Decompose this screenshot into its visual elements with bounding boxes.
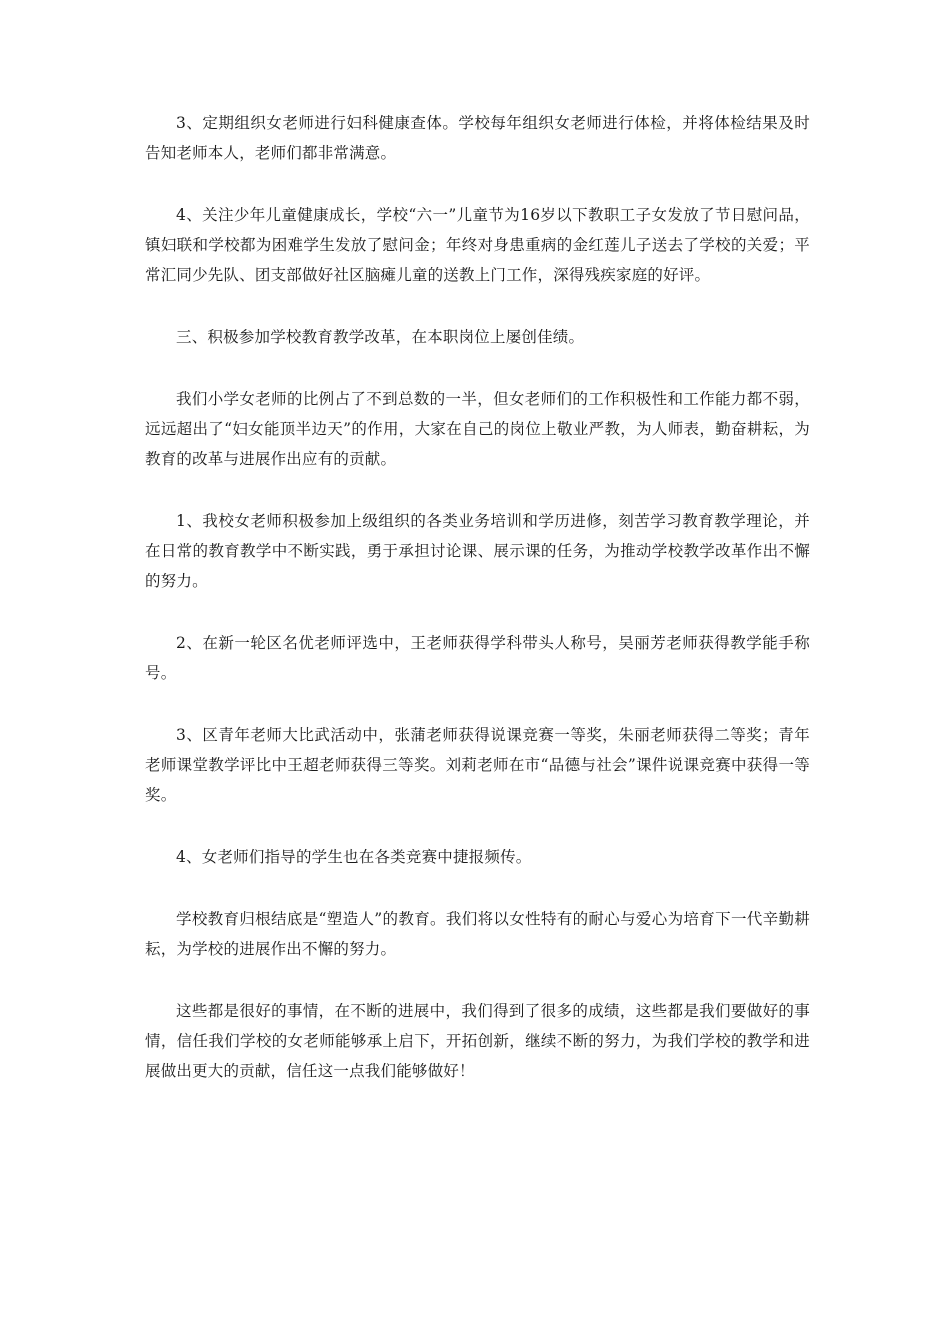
paragraph-item-4-children: 4、关注少年儿童健康成长，学校“六一”儿童节为16岁以下教职工子女发放了节日慰问品，镇妇联和学校都为困难学生发放了慰问金；年终对身患重病的金红莲儿子送去了学校的关爱；平常汇同少先队、团支部做好社区脑瘫儿童的送教上门工作，深得残疾家庭的好评。 bbox=[145, 206, 810, 284]
paragraph-item-4-students: 4、女老师们指导的学生也在各类竞赛中捷报频传。 bbox=[176, 848, 532, 866]
paragraph-conclusion: 这些都是很好的事情，在不断的进展中，我们得到了很多的成绩，这些都是我们要做好的事情，信任我们学校的女老师能够承上启下，开拓创新，继续不断的努力，为我们学校的教学和进展做出更大的贡献，信任这一点我们能够做好！ bbox=[145, 1002, 810, 1080]
paragraph-item-1-training: 1、我校女老师积极参加上级组织的各类业务培训和学历进修，刻苦学习教育教学理论，并在日常的教育教学中不断实践，勇于承担讨论课、展示课的任务，为推动学校教学改革作出不懈的努力。 bbox=[145, 512, 810, 590]
paragraph-item-3-competition: 3、区青年老师大比武活动中，张蒲老师获得说课竞赛一等奖，朱丽老师获得二等奖；青年老师课堂教学评比中王超老师获得三等奖。刘莉老师在市“品德与社会”课件说课竞赛中获得一等奖。 bbox=[145, 726, 810, 804]
document-body bbox=[145, 108, 810, 1118]
paragraph-education-summary: 学校教育归根结底是“塑造人”的教育。我们将以女性特有的耐心与爱心为培育下一代辛勤耕耘，为学校的进展作出不懈的努力。 bbox=[145, 910, 810, 958]
paragraph-item-3-checkup: 3、定期组织女老师进行妇科健康查体。学校每年组织女老师进行体检，并将体检结果及时告知老师本人，老师们都非常满意。 bbox=[145, 114, 810, 162]
paragraph-item-2-awards: 2、在新一轮区名优老师评选中，王老师获得学科带头人称号，吴丽芳老师获得教学能手称号。 bbox=[145, 634, 810, 682]
section-heading-three: 三、积极参加学校教育教学改革，在本职岗位上屡创佳绩。 bbox=[176, 328, 585, 346]
paragraph-intro-female-teachers: 我们小学女老师的比例占了不到总数的一半，但女老师们的工作积极性和工作能力都不弱，远远超出了“妇女能顶半边天”的作用，大家在自己的岗位上敬业严教，为人师表，勤奋耕耘，为教育的改革与进展作出应有的贡献。 bbox=[145, 390, 810, 468]
